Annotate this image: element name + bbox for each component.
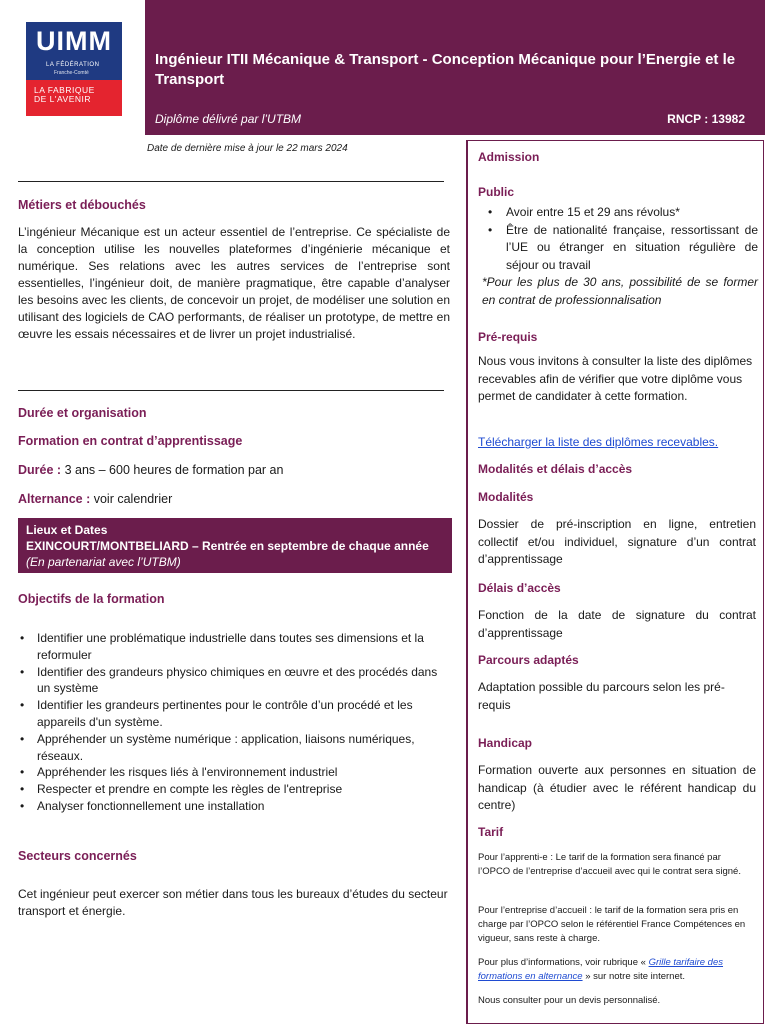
admission-heading: Admission (478, 150, 540, 164)
tarif-info (478, 956, 752, 984)
list-item: • Appréhender les risques liés à l'environnement industriel (18, 764, 452, 781)
logo-line2: Franche-Comté (54, 70, 89, 76)
objectifs-heading: Objectifs de la formation (18, 592, 165, 606)
header-banner (145, 0, 765, 135)
logo-tagline (26, 80, 122, 116)
logo-line1: LA FÉDÉRATION (46, 62, 100, 68)
objectifs-list (18, 630, 452, 815)
alternance-line (18, 491, 450, 508)
modalites-heading: Modalités (478, 490, 534, 504)
prereq-text: Nous vous invitons à consulter la liste des diplômes recevables afin de vérifier que votre diplôme vous permet de candidater à cette formation. (478, 354, 753, 403)
tarif-heading: Tarif (478, 825, 504, 839)
list-item: • Être de nationalité française, ressortissant de l’UE ou étranger en situation régulière de séjour ou travail (478, 222, 758, 275)
section-divider (18, 181, 444, 182)
duree-line (18, 462, 450, 479)
handicap-text: Formation ouverte aux personnes en situation de handicap (à étudier avec le référent handicap du centre) (478, 763, 756, 812)
diploma-issuer: Diplôme délivré par l’UTBM (155, 112, 302, 126)
logo-tagline-1: LA FABRIQUE (34, 85, 95, 95)
parcours-heading: Parcours adaptés (478, 653, 579, 667)
public-heading: Public (478, 185, 515, 199)
diplomas-download-link[interactable]: Télécharger la liste des diplômes recevables. (478, 435, 719, 449)
handicap-heading: Handicap (478, 736, 533, 750)
grille-tarifaire-link[interactable]: Grille tarifaire des formations en alternance (478, 957, 724, 982)
parcours-text: Adaptation possible du parcours selon les pré-requis (478, 680, 725, 712)
list-item: • Avoir entre 15 et 29 ans révolus* (478, 204, 758, 222)
tarif-devis: Nous consulter pour un devis personnalisé. (478, 995, 661, 1006)
tarif-info-post: » sur notre site internet. (585, 971, 686, 982)
public-note: *Pour les plus de 30 ans, possibilité de se former en contrat de professionnalisation (482, 275, 758, 307)
metiers-heading: Métiers et débouchés (18, 198, 146, 212)
duree-label: Durée : (18, 463, 62, 477)
metiers-text: L’ingénieur Mécanique est un acteur essentiel de l’entreprise. Ce spécialiste de la conception utilise les nouvelles plateformes d’ingénierie mécanique et numérique. Ses relations avec les autres services de l’entreprise sont essentielles, l’ingénieur doit, de manière pragmatique, être capable d’analyser les besoins avec les clients, de concevoir un projet, de modéliser une solution en utilisant des logiciels de CAO performants, de réaliser un prototype, de mettre en œuvre les essais nécessaires et de livrer un projet industrialisé. (18, 225, 450, 341)
prereq-heading: Pré-requis (478, 330, 538, 344)
apprentissage-subheading: Formation en contrat d’apprentissage (18, 434, 243, 448)
tarif-apprenti: Pour l’apprenti-e : Le tarif de la formation sera financé par l’OPCO de l’entreprise d’accueil avec qui le contrat sera signé. (478, 852, 741, 877)
lieux-place: EXINCOURT/MONTBELIARD – Rentrée en septembre de chaque année (26, 539, 429, 553)
tarif-entreprise: Pour l’entreprise d’accueil : le tarif de la formation sera pris en charge par l’OPCO selon le référentiel France Compétences en vigueur, sans reste à charge. (478, 905, 746, 944)
lieux-title: Lieux et Dates (26, 523, 108, 537)
modalites-text: Dossier de pré-inscription en ligne, entretien collectif et/ou individuel, signature d’un contrat d’apprentissage (478, 517, 756, 566)
logo-brand: UIMM (36, 26, 112, 56)
duree-heading: Durée et organisation (18, 406, 147, 420)
lieux-box (18, 518, 452, 573)
alternance-label: Alternance : (18, 492, 91, 506)
logo-top (26, 22, 122, 80)
delais-heading: Délais d’accès (478, 581, 561, 595)
list-item: • Identifier des grandeurs physico chimiques en œuvre et des procédés dans un système (18, 664, 452, 698)
uimm-logo (26, 22, 122, 118)
rncp-code: RNCP : 13982 (667, 112, 745, 126)
tarif-info-pre: Pour plus d’informations, voir rubrique « (478, 957, 646, 968)
list-item: • Identifier une problématique industrielle dans toutes ses dimensions et la reformuler (18, 630, 452, 664)
list-item: • Analyser fonctionnellement une installation (18, 798, 452, 815)
list-item: • Appréhender un système numérique : application, liaisons numériques, réseaux. (18, 731, 452, 765)
list-item: • Identifier les grandeurs pertinentes pour le contrôle d’un procédé et les appareils d'un système. (18, 697, 452, 731)
page-title: Ingénieur ITII Mécanique & Transport - Conception Mécanique pour l’Energie et le Transport (155, 51, 736, 88)
secteurs-heading: Secteurs concernés (18, 849, 137, 863)
delais-text: Fonction de la date de signature du contrat d’apprentissage (478, 608, 756, 640)
secteurs-text: Cet ingénieur peut exercer son métier dans tous les bureaux d’études du secteur transport et énergie. (18, 887, 448, 918)
admission-sidebar (466, 140, 764, 1024)
update-date: Date de dernière mise à jour le 22 mars 2024 (147, 143, 348, 154)
duree-value: 3 ans – 600 heures de formation par an (64, 463, 284, 477)
public-list (478, 204, 758, 274)
logo-tagline-2: DE L'AVENIR (34, 94, 92, 104)
section-divider (18, 390, 444, 391)
list-item: • Respecter et prendre en compte les règles de l'entreprise (18, 781, 452, 798)
modalites-delais-heading: Modalités et délais d’accès (478, 462, 633, 476)
lieux-partner: (En partenariat avec l’UTBM) (26, 555, 181, 569)
alternance-value: voir calendrier (93, 492, 173, 506)
